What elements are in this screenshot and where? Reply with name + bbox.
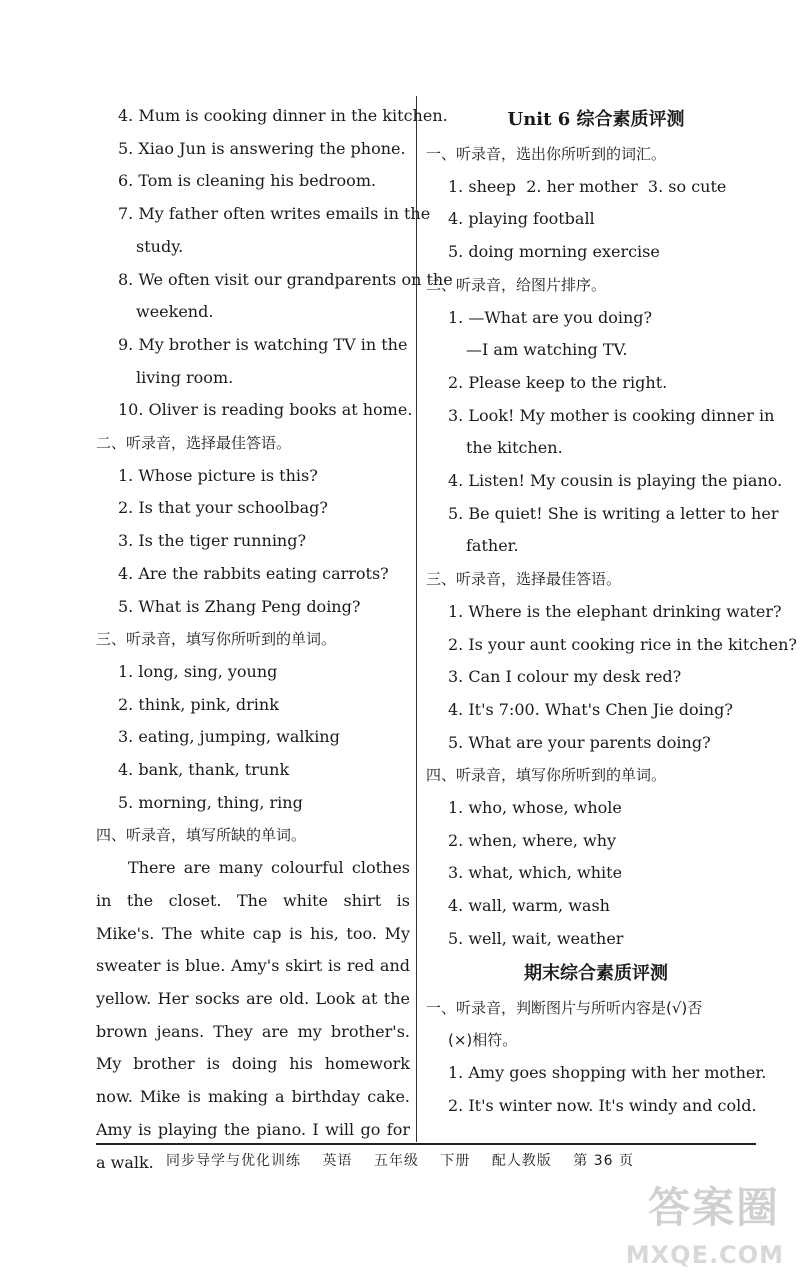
answer-line: 7. My father often writes emails in the: [118, 204, 431, 224]
answer-line: 4. bank, thank, trunk: [118, 760, 290, 780]
footer-subject: 英语: [322, 1153, 353, 1169]
section-heading: 四、听录音，填写你所听到的单词。: [426, 766, 667, 785]
footer-book-title: 同步导学与优化训练: [166, 1153, 301, 1169]
answer-line: 2. Is your aunt cooking rice in the kitchen?: [448, 634, 797, 654]
answer-line: 3. Is the tiger running?: [118, 531, 307, 551]
cloze-paragraph: [96, 852, 410, 1179]
section-heading: 一、听录音，判断图片与所听内容是(√)否: [426, 998, 703, 1017]
answer-line: 1. Where is the elephant drinking water?: [448, 601, 782, 621]
answer-line: 4. playing football: [448, 209, 595, 229]
answer-line: study.: [136, 236, 184, 256]
answer-line: 8. We often visit our grandparents on the: [118, 269, 453, 289]
section-heading-cont: (×)相符。: [448, 1031, 518, 1050]
final-exam-title: 期末综合素质评测: [524, 962, 668, 984]
answer-line: 10. Oliver is reading books at home.: [118, 400, 413, 420]
answer-line: 3. Can I colour my desk red?: [448, 667, 682, 687]
answer-line: 5. What are your parents doing?: [448, 732, 711, 752]
section-heading: 三、听录音，填写你所听到的单词。: [96, 630, 337, 649]
answer-line: 1. who, whose, whole: [448, 798, 622, 818]
answer-line: 1. sheep 2. her mother 3. so cute: [448, 176, 727, 196]
answer-line: 4. Mum is cooking dinner in the kitchen.: [118, 106, 448, 125]
answer-line: 4. Are the rabbits eating carrots?: [118, 563, 389, 583]
answer-line: 5. well, wait, weather: [448, 928, 624, 948]
page-footer: [0, 1150, 800, 1170]
section-heading: 三、听录音，选择最佳答语。: [426, 570, 622, 589]
answer-line: 5. What is Zhang Peng doing?: [118, 596, 361, 616]
answer-line: 4. It's 7:00. What's Chen Jie doing?: [448, 699, 733, 719]
answer-line: 4. Listen! My cousin is playing the piano.: [448, 471, 783, 491]
answer-line: 4. wall, warm, wash: [448, 896, 610, 916]
answer-line: 2. Is that your schoolbag?: [118, 498, 328, 518]
answer-line: 2. It's winter now. It's windy and cold.: [448, 1095, 757, 1115]
left-column: [96, 100, 453, 1179]
answer-line: 5. doing morning exercise: [448, 242, 660, 262]
footer-rule: [96, 1143, 756, 1145]
answer-line: 9. My brother is watching TV in the: [118, 334, 408, 354]
answer-line: 3. Look! My mother is cooking dinner in: [448, 405, 775, 425]
answer-line: father.: [466, 536, 519, 556]
answer-line: 2. think, pink, drink: [118, 694, 279, 714]
unit-title: Unit 6 综合素质评测: [507, 109, 685, 130]
answer-line: 6. Tom is cleaning his bedroom.: [118, 171, 377, 191]
answer-line: 5. Be quiet! She is writing a letter to her: [448, 503, 779, 523]
answer-line: 1. Whose picture is this?: [118, 465, 318, 485]
answer-line: 1. long, sing, young: [118, 661, 278, 681]
column-divider: [416, 96, 417, 1142]
footer-grade: 五年级: [373, 1153, 419, 1169]
footer-volume: 下册: [440, 1153, 471, 1169]
answer-line: the kitchen.: [466, 438, 563, 458]
watermark: [590, 1175, 790, 1275]
answer-line: 2. Please keep to the right.: [448, 372, 668, 392]
cloze-paragraph-text: There are many colourful clothes in the closet. The white shirt is Mike's. The white cap is his, too. My sweater is blue. Amy's skirt is red and yellow. Her socks are old. Look at the brown jeans. They are my brother's. My brother is doing his homework now. Mike is making a birthday cake. Amy is playing the piano. I will go for a walk.: [96, 858, 410, 1172]
answer-line: weekend.: [136, 302, 214, 322]
answer-line: 1. —What are you doing?: [448, 307, 653, 327]
answer-line: 5. Xiao Jun is answering the phone.: [118, 138, 406, 158]
answer-line: 5. morning, thing, ring: [118, 792, 303, 812]
answer-line: 1. Amy goes shopping with her mother.: [448, 1062, 767, 1082]
watermark-url: MXQE.COM: [625, 1241, 784, 1269]
watermark-logo: 答案圈: [647, 1183, 780, 1232]
section-heading: 二、听录音，选择最佳答语。: [96, 434, 292, 453]
answer-line: 3. eating, jumping, walking: [118, 727, 340, 747]
section-heading: 二、听录音，给图片排序。: [426, 275, 607, 294]
answer-line: 2. when, where, why: [448, 830, 617, 850]
section-heading: 一、听录音，选出你所听到的词汇。: [426, 145, 667, 163]
section-heading: 四、听录音，填写所缺的单词。: [96, 826, 307, 845]
footer-page-number: 第 36 页: [573, 1153, 634, 1169]
right-column: [426, 100, 797, 1122]
footer-edition: 配人教版: [491, 1153, 552, 1169]
answer-line: living room.: [136, 367, 234, 387]
answer-line: 3. what, which, white: [448, 863, 623, 883]
answer-line: —I am watching TV.: [466, 340, 628, 360]
